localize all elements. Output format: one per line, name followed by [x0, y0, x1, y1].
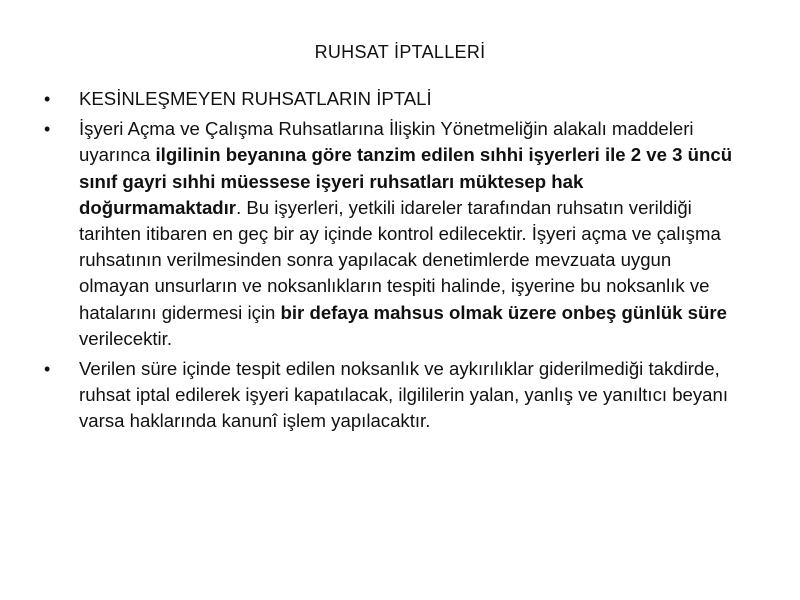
bullet-text: [79, 358, 728, 431]
bullet-item-regulation: [44, 116, 734, 352]
bold-text-segment: ilgilinin beyanına göre tanzim edilen sıhhi işyerleri ile 2 ve 3 üncü sınıf gayri sıhhi müessese işyeri ruhsatları müktesep hak doğurmamaktadır: [79, 144, 733, 218]
bullet-icon: •: [44, 119, 51, 140]
bullet-text: [79, 118, 732, 349]
bullet-text: [79, 88, 432, 109]
bullet-icon: •: [44, 359, 51, 380]
bold-text-segment: bir defaya mahsus olmak üzere onbeş günlük süre: [280, 301, 727, 323]
text-segment: . Bu işyerleri, yetkili idareler tarafından ruhsatın verildiği tarihten itibaren en geç bir ay içinde kontrol edilecektir. İşyeri açma ve çalışma ruhsatının verilmesinden sonra yapılacak denetimlerde mevzuata uygun olmayan unsurların ve noksanlıkların tespiti halinde, işyerine bu noksanlık ve hatalarını gidermesi için: [79, 196, 721, 323]
bullet-item-consequence: [44, 356, 734, 435]
text-segment: Verilen süre içinde tespit edilen noksanlık ve aykırılıklar giderilmediği takdirde, ruhsat iptal edilerek işyeri kapatılacak, ilgililerin yalan, yanlış ve yanıltıcı beyanı varsa haklarında kanunî işlem yapılacaktır.: [79, 358, 729, 432]
bullet-item-heading: [44, 86, 734, 112]
bullet-icon: •: [44, 89, 51, 109]
slide-title: RUHSAT İPTALLERİ: [314, 42, 486, 62]
bullet-list: [44, 86, 734, 439]
text-segment: İşyeri Açma ve Çalışma Ruhsatlarına İlişkin Yönetmeliğin alakalı maddeleri uyarınca: [79, 118, 694, 166]
text-segment: verilecektir.: [79, 327, 172, 349]
text-segment: KESİNLEŞMEYEN RUHSATLARIN İPTALİ: [79, 88, 432, 109]
